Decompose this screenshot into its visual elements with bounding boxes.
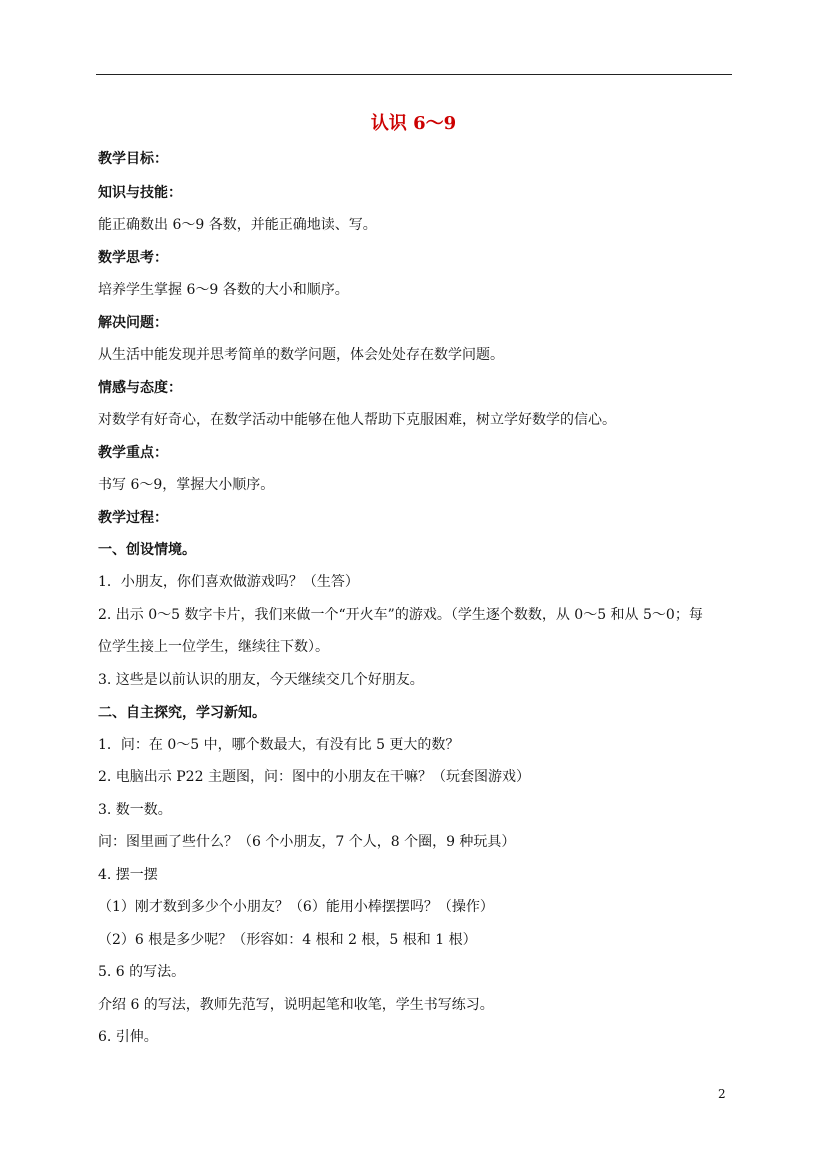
text-line: 1．小朋友，你们喜欢做游戏吗？（生答） <box>98 574 359 590</box>
text-line: 知识与技能： <box>98 185 182 201</box>
text-line: 介绍 6 的写法，教师先范写，说明起笔和收笔，学生书写练习。 <box>98 997 494 1013</box>
text-line: （1）刚才数到多少个小朋友？（6）能用小棒摆摆吗？（操作） <box>98 899 494 915</box>
page-number: 2 <box>718 1087 726 1101</box>
text-line: 能正确数出 6～9 各数，并能正确地读、写。 <box>98 217 377 233</box>
text-line: 2. 电脑出示 P22 主题图，问：图中的小朋友在干嘛？（玩套图游戏） <box>98 769 530 785</box>
text-line: 情感与态度： <box>98 380 182 396</box>
text-line: 解决问题： <box>98 315 168 331</box>
text-line: 1．问：在 0～5 中，哪个数最大，有没有比 5 更大的数？ <box>98 737 460 753</box>
text-line: 教学目标： <box>98 151 168 167</box>
header-rule <box>96 74 732 75</box>
text-line: 对数学有好奇心，在数学活动中能够在他人帮助下克服困难，树立学好数学的信心。 <box>98 412 616 428</box>
text-line: 3. 数一数。 <box>98 802 172 818</box>
text-line: 位学生接上一位学生，继续往下数）。 <box>98 639 329 655</box>
text-line: 一、创设情境。 <box>98 542 196 558</box>
text-line: 5. 6 的写法。 <box>98 964 186 980</box>
text-line: 二、自主探究，学习新知。 <box>98 705 266 721</box>
text-line: 从生活中能发现并思考简单的数学问题，体会处处存在数学问题。 <box>98 347 504 363</box>
text-line: （2）6 根是多少呢？（形容如：4 根和 2 根，5 根和 1 根） <box>98 932 477 948</box>
text-line: 2. 出示 0～5 数字卡片，我们来做一个“开火车”的游戏。（学生逐个数数，从 0～5 和从 5～0；每 <box>98 607 703 623</box>
text-line: 4. 摆一摆 <box>98 867 158 883</box>
text-line: 问：图里画了些什么？（6 个小朋友，7 个人，8 个圈，9 种玩具） <box>98 834 516 850</box>
text-line: 教学重点： <box>98 445 168 461</box>
text-line: 教学过程： <box>98 510 168 526</box>
text-line: 6. 引伸。 <box>98 1029 158 1045</box>
text-line: 数学思考： <box>98 250 168 266</box>
text-line: 培养学生掌握 6～9 各数的大小和顺序。 <box>98 282 349 298</box>
document-title: 认识 6～9 <box>370 113 457 134</box>
text-line: 3. 这些是以前认识的朋友，今天继续交几个好朋友。 <box>98 672 424 688</box>
text-line: 书写 6～9，掌握大小顺序。 <box>98 477 275 493</box>
